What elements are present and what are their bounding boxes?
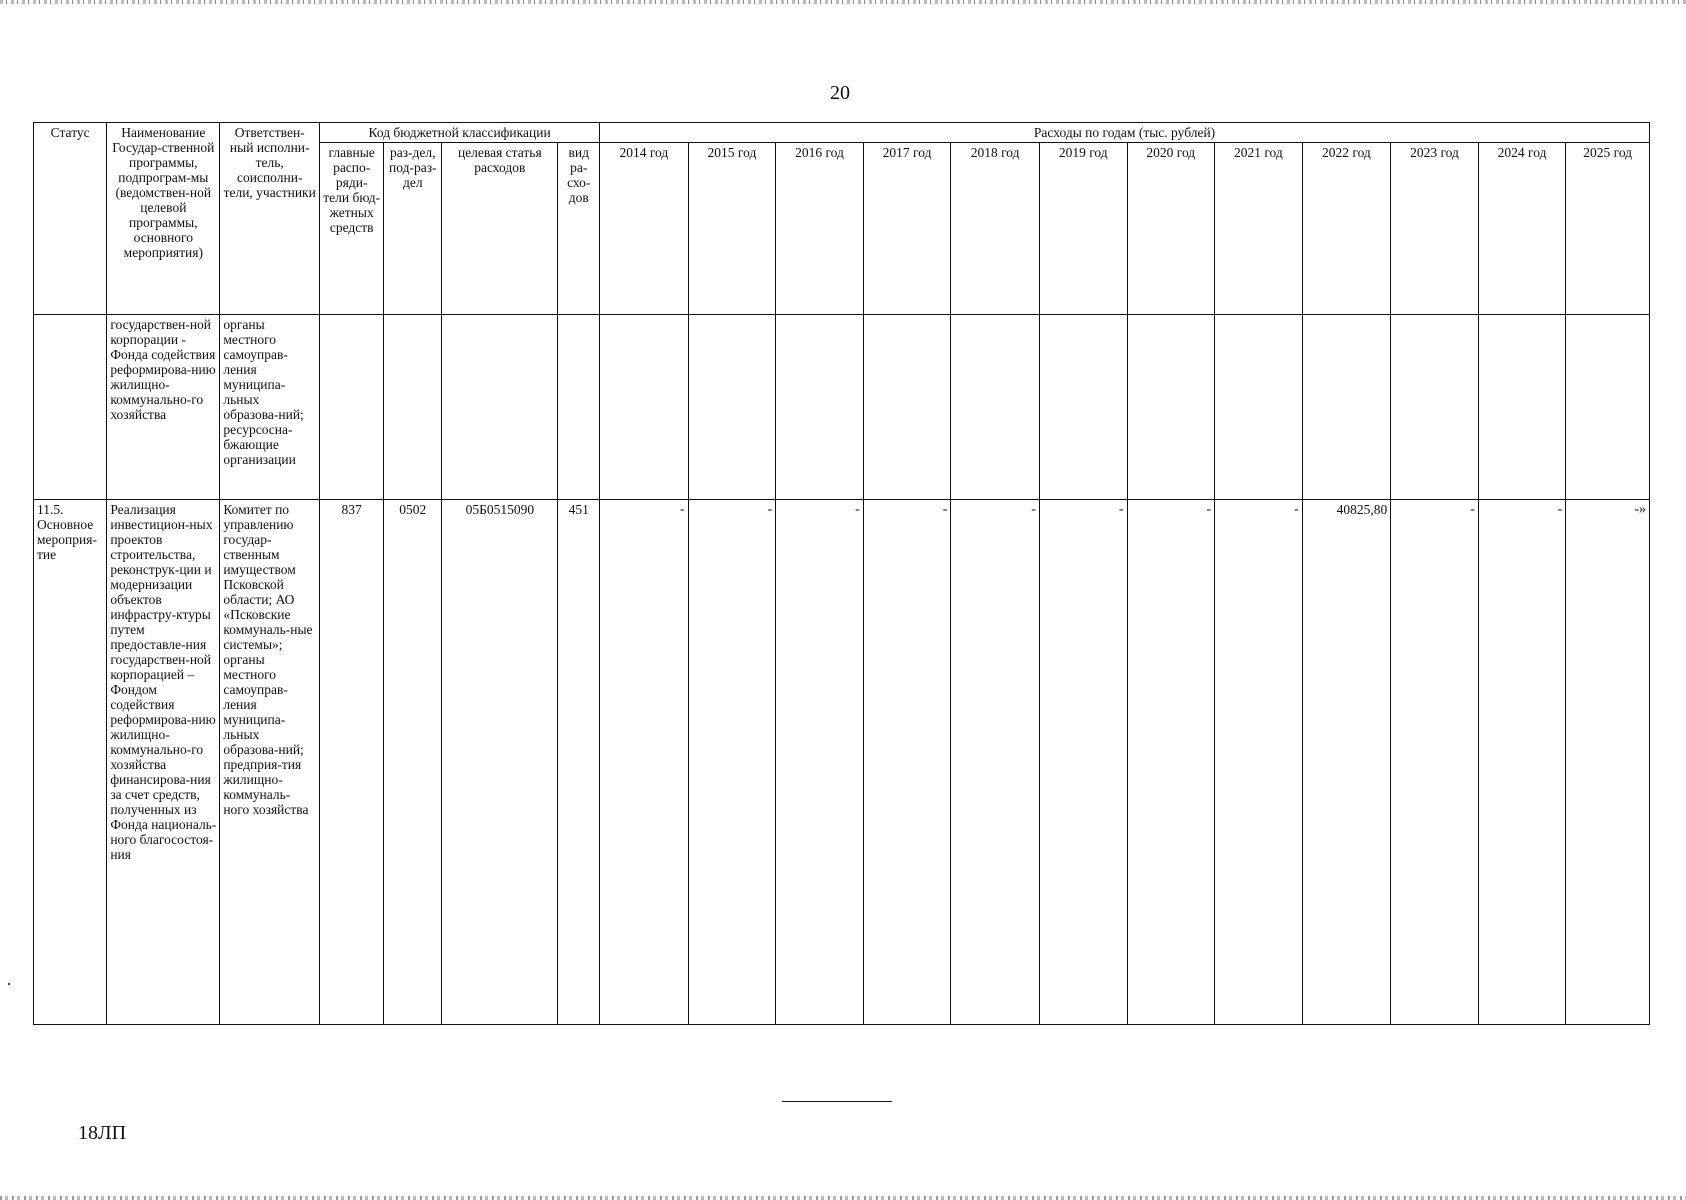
empty-cell [951, 315, 1040, 500]
empty-cell [442, 315, 558, 500]
col-target-header: целевая статья расходов [442, 143, 558, 315]
budget-code-group-header: Код бюджетной классификации [320, 123, 600, 143]
scan-speck [8, 983, 10, 985]
grbs-cell: 837 [320, 500, 384, 1025]
empty-cell [1391, 315, 1479, 500]
year-value-cell: - [688, 500, 776, 1025]
page-number: 20 [830, 82, 850, 104]
year-value-cell: - [1391, 500, 1479, 1025]
year-value-cell: - [776, 500, 864, 1025]
responsible-cell: органы местного самоуправ-ления муниципа-льных образова-ний; ресурсосна-бжающие организации [220, 315, 320, 500]
year-header: 2024 год [1478, 143, 1566, 315]
scan-edge-top [0, 0, 1686, 4]
col-grbs-header: главные распо-ряди-тели бюд-жетных средств [320, 143, 384, 315]
status-cell [34, 315, 107, 500]
target-cell: 05Б0515090 [442, 500, 558, 1025]
empty-cell [600, 315, 689, 500]
budget-table [33, 122, 1650, 1025]
empty-cell [1566, 315, 1650, 500]
status-cell: 11.5. Основное мероприя-тие [34, 500, 107, 1025]
table-row-continuation [34, 315, 1650, 500]
kind-cell: 451 [558, 500, 600, 1025]
name-cell: Реализация инвестицион-ных проектов строительства, реконструк-ции и модернизации объектов инфрастру-ктуры путем предоставле-ния государствен-ной корпорацией – Фондом содействия реформирова-нию жилищно-коммунально-го хозяйства финансирова-ния за счет средств, полученных из Фонда националь-ного благосостоя-ния [107, 500, 220, 1025]
empty-cell [1478, 315, 1566, 500]
year-header: 2021 год [1215, 143, 1303, 315]
year-header: 2022 год [1302, 143, 1391, 315]
empty-cell [384, 315, 442, 500]
year-value-cell: - [1478, 500, 1566, 1025]
year-header: 2023 год [1391, 143, 1479, 315]
year-value-cell: - [1039, 500, 1127, 1025]
empty-cell [1302, 315, 1391, 500]
empty-cell [320, 315, 384, 500]
year-value-cell: - [951, 500, 1040, 1025]
year-header: 2025 год [1566, 143, 1650, 315]
col-responsible-header: Ответствен-ный исполни-тель, соисполни-тели, участники [220, 123, 320, 315]
footer-rule [782, 1101, 892, 1102]
empty-cell [688, 315, 776, 500]
col-status-header: Статус [34, 123, 107, 315]
year-header: 2020 год [1127, 143, 1215, 315]
footer-code: 18ЛП [78, 1122, 127, 1144]
year-value-cell: - [1215, 500, 1303, 1025]
year-header: 2019 год [1039, 143, 1127, 315]
empty-cell [863, 315, 951, 500]
year-value-cell: 40825,80 [1302, 500, 1391, 1025]
name-cell: государствен-ной корпорации - Фонда содействия реформирова-нию жилищно-коммунально-го хозяйства [107, 315, 220, 500]
year-value-cell: - [863, 500, 951, 1025]
empty-cell [1039, 315, 1127, 500]
empty-cell [558, 315, 600, 500]
year-value-cell: -» [1566, 500, 1650, 1025]
year-header: 2015 год [688, 143, 776, 315]
year-value-cell: - [600, 500, 689, 1025]
section-cell: 0502 [384, 500, 442, 1025]
col-kind-header: вид ра-схо-дов [558, 143, 600, 315]
scan-edge-bottom [0, 1196, 1686, 1200]
expenses-group-header: Расходы по годам (тыс. рублей) [600, 123, 1650, 143]
responsible-cell: Комитет по управлению государ-ственным имуществом Псковской области; АО «Псковские коммуналь-ные системы»; органы местного самоуправ-ления муниципа-льных образова-ний; предприя-тия жилищно-коммуналь-ного хозяйства [220, 500, 320, 1025]
table-row-11-5 [34, 500, 1650, 1025]
empty-cell [776, 315, 864, 500]
col-name-header: Наименование Государ-ственной программы, подпрограм-мы (ведомствен-ной целевой программы, основного мероприятия) [107, 123, 220, 315]
year-header: 2018 год [951, 143, 1040, 315]
year-header: 2016 год [776, 143, 864, 315]
year-value-cell: - [1127, 500, 1215, 1025]
empty-cell [1215, 315, 1303, 500]
col-section-header: раз-дел, под-раз-дел [384, 143, 442, 315]
header-row-1 [34, 123, 1650, 143]
year-header: 2014 год [600, 143, 689, 315]
year-header: 2017 год [863, 143, 951, 315]
empty-cell [1127, 315, 1215, 500]
